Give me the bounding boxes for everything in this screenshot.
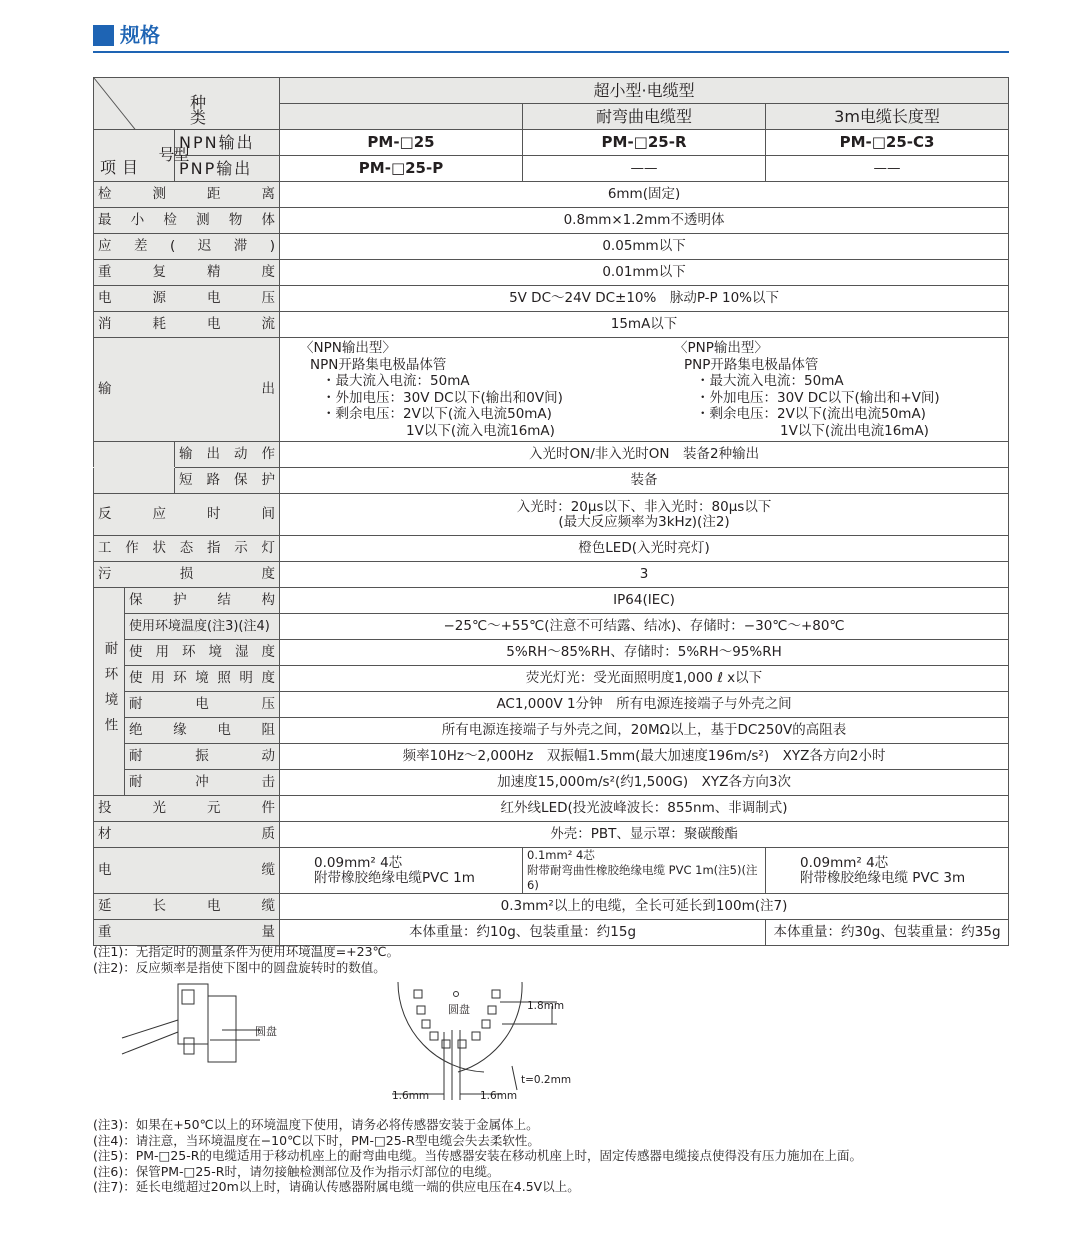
spec-line: 〈PNP输出型〉	[674, 340, 768, 356]
row-value: IP64(IEC)	[280, 588, 1009, 614]
spread-label: 污 损 度	[98, 566, 275, 582]
row-value: 0.8mm×1.2mm不透明体	[280, 208, 1009, 234]
spec-line: ・剩余电压：2V以下(流入电流50mA)	[322, 406, 552, 422]
row-label	[125, 588, 280, 614]
pnp-model-3: ——	[766, 156, 1009, 182]
row-value: 所有电源连接端子与外壳之间，20MΩ以上，基于DC250V的高阻表	[280, 718, 1009, 744]
row-label	[175, 468, 280, 494]
notes-bottom	[93, 1117, 862, 1195]
disk-label-left: 圆盘	[255, 1025, 277, 1038]
item-type-cell	[94, 130, 190, 182]
section-header	[93, 22, 1009, 54]
dim-1-6-right: 1.6mm	[480, 1090, 518, 1102]
row-label	[94, 822, 280, 848]
spread-label: 电 缆	[98, 862, 276, 878]
npn-model-1: PM-□25	[280, 130, 523, 156]
sub-header-3m: 3m电缆长度型	[766, 104, 1009, 130]
spread-label: 输 出	[98, 381, 276, 397]
spread-label: 电 源 电 压	[98, 290, 275, 306]
spread-label: 检 测 距 离	[98, 186, 275, 202]
cable-spec-2	[523, 848, 766, 894]
group-header: 超小型·电缆型	[280, 78, 1009, 104]
type-label: 型号	[156, 145, 190, 170]
row-value: 0.05mm以下	[280, 234, 1009, 260]
sub-header-bend: 耐弯曲电缆型	[523, 104, 766, 130]
cable-line: 附带橡胶绝缘电缆PVC 1m	[314, 869, 475, 886]
row-value: −25℃～+55℃(注意不可结露、结冰)、存储时：−30℃～+80℃	[280, 614, 1009, 640]
row-value: 15mA以下	[280, 312, 1009, 338]
cable-line: 0.09mm² 4芯	[800, 854, 889, 871]
spread-label: 绝 缘 电 阻	[129, 722, 276, 738]
row-value: 频率10Hz～2,000Hz 双振幅1.5mm(最大加速度196m/s²) XYZ各方向2小时	[280, 744, 1009, 770]
pnp-model-2: ——	[523, 156, 766, 182]
row-value: 荧光灯光：受光面照明度1,000 ℓ x以下	[280, 666, 1009, 692]
note-line: (注5)：PM-□25-R的电缆适用于移动机座上的耐弯曲电缆。当传感器安装在移动机座上时，固定传感器电缆接点使得没有压力施加在上面。	[93, 1148, 862, 1163]
note-line: (注6)：保管PM-□25-R时，请勿接触检测部位及作为指示灯部位的电缆。	[93, 1163, 500, 1179]
cable-spec-1	[280, 848, 523, 894]
pnp-output-spec	[634, 340, 1008, 439]
env-group-text: 耐环境性	[101, 640, 118, 743]
kind-label: 种 类	[190, 93, 275, 127]
spread-label: 保 护 结 构	[129, 592, 276, 608]
row-label	[94, 494, 280, 536]
response-line-2: (最大反应频率为3kHz)(注2)	[558, 513, 730, 530]
note-line: (注4)：请注意，当环境温度在−10℃以下时，PM-□25-R型电缆会失去柔软性。	[93, 1132, 540, 1148]
spread-label: 最 小 检 测 物 体	[98, 212, 276, 228]
spread-label: 材 质	[98, 826, 276, 842]
row-label	[94, 208, 280, 234]
row-label	[94, 920, 280, 946]
spec-line: ・外加电压：30V DC以下(输出和+V间)	[696, 389, 940, 406]
npn-model-3: PM-□25-C3	[766, 130, 1009, 156]
row-label	[175, 442, 280, 468]
dim-1-6-left: 1.6mm	[392, 1090, 430, 1102]
row-value: AC1,000V 1分钟 所有电源连接端子与外壳之间	[280, 692, 1009, 718]
spread-label: 工 作 状 态 指 示 灯	[98, 540, 275, 556]
cable-line: 附带耐弯曲性橡胶绝缘电缆 PVC 1m(注5)(注6)	[527, 863, 758, 892]
indent-cell	[94, 442, 175, 468]
section-title: 规格	[120, 23, 160, 47]
blank-subheader	[280, 104, 523, 130]
cable-spec-3	[766, 848, 1009, 894]
spec-line: 1V以下(流入电流16mA)	[406, 422, 555, 439]
spread-label: 短 路 保 护	[179, 472, 275, 488]
row-value: 5V DC～24V DC±10% 脉动P-P 10%以下	[280, 286, 1009, 312]
row-value: 本体重量：约30g、包装重量：约35g	[766, 920, 1009, 946]
row-label	[94, 260, 280, 286]
spread-label: 消 耗 电 流	[98, 316, 275, 332]
spread-label: 耐 振 动	[129, 748, 275, 764]
env-group-label	[94, 588, 125, 796]
spread-label: 耐 冲 击	[129, 774, 275, 790]
row-value: 外壳：PBT、显示罩：聚碳酸酯	[280, 822, 1009, 848]
spread-label: 耐 电 压	[129, 696, 275, 712]
cable-line: 0.09mm² 4芯	[314, 854, 403, 871]
spread-label: 使 用 环 境 照 明 度	[129, 670, 275, 686]
spec-line: 〈NPN输出型〉	[300, 340, 396, 356]
spec-line: ・剩余电压：2V以下(流出电流50mA)	[696, 406, 926, 422]
spread-label: 延 长 电 缆	[98, 898, 275, 914]
row-label	[94, 562, 280, 588]
note-line: (注1)：无指定时的测量条件为使用环境温度=+23℃。	[93, 944, 400, 959]
spec-table	[93, 77, 1009, 946]
note-line: (注2)：反应频率是指使下图中的圆盘旋转时的数值。	[93, 959, 386, 975]
row-value: 3	[280, 562, 1009, 588]
spread-label: 重 复 精 度	[98, 264, 275, 280]
output-spec	[280, 338, 1009, 442]
row-value: 本体重量：约10g、包装重量：约15g	[280, 920, 766, 946]
notes-top	[93, 944, 399, 975]
spread-label: 投 光 元 件	[98, 800, 275, 816]
row-label	[94, 182, 280, 208]
row-value: 装备	[280, 468, 1009, 494]
row-value: 0.3mm²以上的电缆，全长可延长到100m(注7)	[280, 894, 1009, 920]
spread-label: 重 量	[98, 924, 276, 940]
row-value: 入光时ON/非入光时ON 装备2种输出	[280, 442, 1009, 468]
spec-line: ・最大流入电流：50mA	[322, 373, 470, 389]
note-line: (注3)：如果在+50℃以上的环境温度下使用，请务必将传感器安装于金属体上。	[93, 1117, 539, 1132]
row-value	[280, 494, 1009, 536]
spec-line: PNP开路集电极晶体管	[684, 356, 819, 373]
row-value: 红外线LED(投光波峰波长：855nm、非调制式)	[280, 796, 1009, 822]
pnp-model-1: PM-□25-P	[280, 156, 523, 182]
row-label	[94, 848, 280, 894]
row-label	[94, 312, 280, 338]
row-label	[125, 640, 280, 666]
row-label	[125, 718, 280, 744]
row-label	[94, 894, 280, 920]
spec-line: NPN开路集电极晶体管	[310, 356, 447, 373]
row-label: 使用环境温度(注3)(注4)	[125, 614, 280, 640]
disk-label: 圆盘	[448, 1003, 470, 1016]
spread-label: 使 用 环 境 湿 度	[129, 644, 275, 660]
spread-label: 应 差 ( 迟 滞 )	[98, 238, 275, 254]
spread-label: 反 应 时 间	[98, 506, 275, 522]
row-label	[125, 692, 280, 718]
npn-model-2: PM-□25-R	[523, 130, 766, 156]
item-label: 项目	[100, 158, 145, 177]
row-label	[94, 536, 280, 562]
row-value: 橙色LED(入光时亮灯)	[280, 536, 1009, 562]
row-label	[94, 234, 280, 260]
row-value: 5%RH～85%RH、存储时：5%RH～95%RH	[280, 640, 1009, 666]
cable-line: 附带橡胶绝缘电缆 PVC 3m	[800, 869, 966, 886]
cable-line: 0.1mm² 4芯	[527, 848, 595, 862]
spec-line: ・外加电压：30V DC以下(输出和0V间)	[322, 389, 563, 406]
response-line-1: 入光时：20μs以下、非入光时：80μs以下	[516, 498, 772, 515]
row-label	[125, 770, 280, 796]
row-label	[94, 286, 280, 312]
pnp-output-label: PNP输出	[175, 156, 280, 182]
row-value: 0.01mm以下	[280, 260, 1009, 286]
note-line: (注7)：延长电缆超过20m以上时，请确认传感器附属电缆一端的供应电压在4.5V以上。	[93, 1179, 580, 1194]
row-label	[94, 796, 280, 822]
spread-label: 输 出 动 作	[179, 446, 275, 462]
section-marker-icon	[93, 25, 114, 46]
row-value: 6mm(固定)	[280, 182, 1009, 208]
row-label	[125, 666, 280, 692]
section-rule	[93, 51, 1009, 53]
npn-output-label: NPN输出	[175, 130, 280, 156]
row-label	[94, 338, 280, 442]
row-value: 加速度15,000m/s²(约1,500G) XYZ各方向3次	[280, 770, 1009, 796]
indent-cell	[94, 468, 175, 494]
npn-output-spec	[300, 340, 634, 439]
kind-header-cell	[94, 78, 280, 130]
thickness-label: t=0.2mm	[521, 1074, 572, 1086]
dim-1-8: 1.8mm	[527, 1000, 565, 1012]
row-label	[125, 744, 280, 770]
spec-line: 1V以下(流出电流16mA)	[780, 422, 929, 439]
spec-line: ・最大流入电流：50mA	[696, 373, 844, 389]
